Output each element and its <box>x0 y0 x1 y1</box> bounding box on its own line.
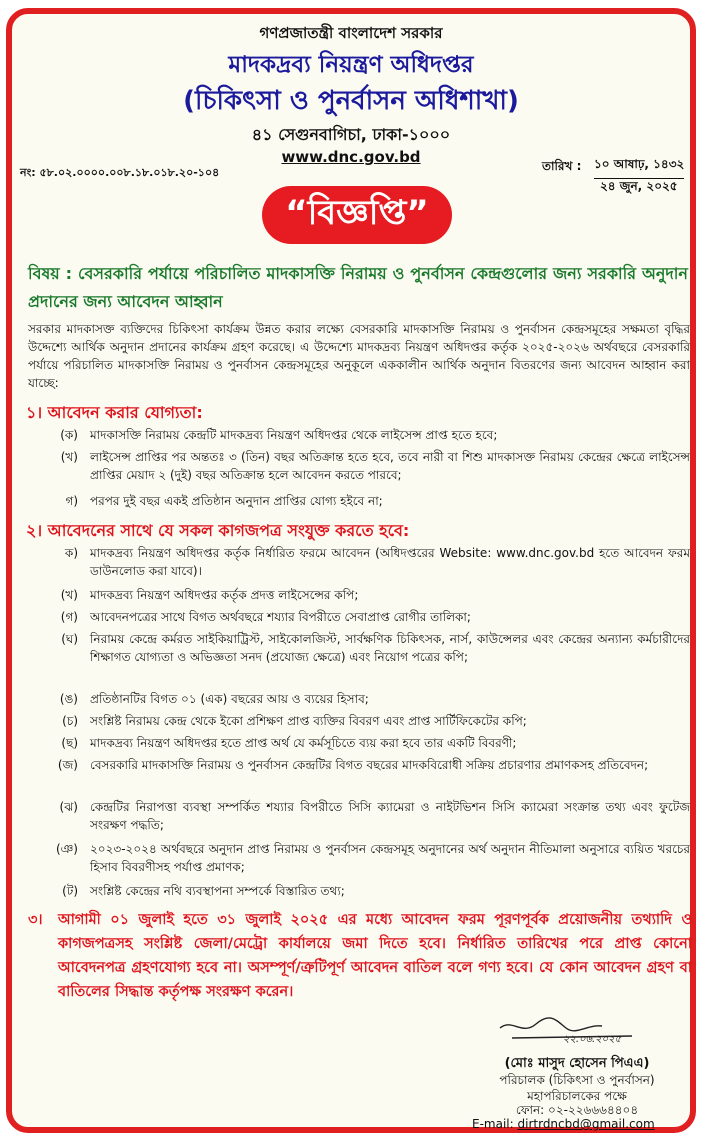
list-item <box>28 448 690 484</box>
item-mark: (গ) <box>60 610 78 624</box>
item-text: আবেদনপত্রের সাথে বিগত অর্থবছরে শয্যার বিপরীতে সেবাপ্রাপ্ত রোগীর তালিকা; <box>90 610 471 624</box>
item-text: নিরাময় কেন্দ্রে কর্মরত সাইকিয়াট্রিস্ট, সাইকোলজিস্ট, সার্বক্ষণিক চিকিৎসক, নার্স, কাউন্সেলর এবং কেন্দ্রের অন্যান্য কর্মচারীদের শিক্ষাগত যোগ্যতা ও অভিজ্ঞতা সনদ (প্রযোজ্য ক্ষেত্রে) এবং নিয়োগ পত্রের কপি; <box>90 632 690 664</box>
section3-text: আগামী ০১ জুলাই হতে ৩১ জুলাই ২০২৫ এর মধ্যে আবেদন ফরম পূরণপূর্বক প্রয়োজনীয় তথ্যাদি ও কাগজপত্রসহ সংশ্লিষ্ট জেলা/মেট্রো কার্যালয়ে জমা দিতে হবে। নির্ধারিত তারিখের পরে প্রাপ্ত কোনো আবেদনপত্র গ্রহণযোগ্য হবে না। অসম্পূর্ণ/ত্রুটিপূর্ণ আবেদন বাতিল বলে গণ্য হবে। যে কোন আবেদন গ্রহণ বা বাতিলের সিদ্ধান্ত কর্তৃপক্ষ সংরক্ষণ করেন। <box>58 912 692 1000</box>
date-english: ২৪ জুন, ২০২৫ <box>600 179 678 193</box>
item-mark: (ঝ) <box>59 800 78 814</box>
notice-title: “বিজ্ঞপ্তি” <box>285 192 429 233</box>
list-item <box>28 840 690 876</box>
list-item <box>28 712 690 730</box>
list-item <box>28 426 690 444</box>
item-text: পরপর দুই বছর একই প্রতিষ্ঠান অনুদান প্রাপ্তির যোগ্য হইবে না; <box>90 494 383 508</box>
item-text: মাদকদ্রব্য নিয়ন্ত্রণ অধিদপ্তর কর্তৃক নির্ধারিত ফরমে আবেদন (অধিদপ্তরের Website: www.dnc.gov.bd হতে আবেদন ফরম ডাউনলোড করা যাবে)। <box>90 546 690 578</box>
list-item <box>28 798 690 834</box>
item-mark: ক) <box>64 546 78 560</box>
section3-paragraph <box>28 908 692 1004</box>
item-text: সংশ্লিষ্ট নিরাময় কেন্দ্র থেকে ইকো প্রশিক্ষণ প্রাপ্ত ব্যক্তির বিবরণ এবং প্রাপ্ত সার্টিফিকেটের কপি; <box>90 714 527 728</box>
list-item <box>28 756 690 774</box>
item-mark: (খ) <box>60 450 78 464</box>
item-text: কেন্দ্রটির নিরাপত্তা ব্যবস্থা সম্পর্কিত শয্যার বিপরীতে সিসি ক্যামেরা ও নাইটভিশন সিসি ক্যামেরা সংক্রান্ত তথ্য এবং ফুটেজ সংরক্ষণ পদ্ধতি; <box>90 800 690 832</box>
office-address: ৪১ সেগুনবাগিচা, ঢাকা-১০০০ <box>251 125 451 144</box>
government-name: গণপ্রজাতন্ত্রী বাংলাদেশ সরকার <box>259 24 443 42</box>
item-text: সংশ্লিষ্ট কেন্দ্রের নথি ব্যবস্থাপনা সম্পর্কে বিস্তারিত তথ্য; <box>90 884 345 898</box>
section1-title: ১। আবেদন করার যোগ্যতা: <box>26 403 203 422</box>
wing-name: (চিকিৎসা ও পুনর্বাসন অধিশাখা) <box>183 86 519 116</box>
date-bangla: ১০ আষাঢ়, ১৪৩২ <box>594 156 684 179</box>
item-text: মাদকদ্রব্য নিয়ন্ত্রণ অধিদপ্তর হতে প্রাপ্ত অর্থ যে কর্মসূচিতে ব্যয় করা হবে তার একটি বিবরণী; <box>90 736 517 750</box>
list-item <box>28 882 690 900</box>
item-mark: (ছ) <box>61 736 78 750</box>
item-mark: (খ) <box>60 588 78 602</box>
notice-frame <box>6 8 696 1133</box>
list-item <box>28 734 690 752</box>
intro-paragraph: সরকার মাদকাসক্ত ব্যক্তিদের চিকিৎসা কার্যক্রম উন্নত করার লক্ষ্যে বেসরকারি মাদকাসক্তি নিরাময় ও পুনর্বাসন কেন্দ্রসমূহের সক্ষমতা বৃদ্ধির উদ্দেশ্যে আর্থিক অনুদান প্রদানের কার্যক্রম গ্রহণ করেছে। এ উদ্দেশ্যে মাদকদ্রব্য নিয়ন্ত্রণ অধিদপ্তর কর্তৃক ২০২৫-২০২৬ অর্থবছরে বেসরকারি পর্যায়ে পরিচালিত মাদকাসক্তি নিরাময় ও পুনর্বাসন কেন্দ্রসমূহের অনুকূলে এককালীন আর্থিক অনুদান বিতরণের জন্য আবেদন আহ্বান করা যাচ্ছে: <box>28 322 690 390</box>
item-mark: (ক) <box>60 428 78 442</box>
section3-mark: ৩। <box>28 912 43 928</box>
item-text: লাইসেন্স প্রাপ্তির পর অন্ততঃ ৩ (তিন) বছর অতিক্রান্ত হতে হবে, তবে নারী বা শিশু মাদকাসক্ত নিরাময় কেন্দ্রের ক্ষেত্রে লাইসেন্স প্রাপ্তির মেয়াদ ২ (দুই) বছর অতিক্রান্ত হলে আবেদন করতে পারবে; <box>90 450 690 482</box>
section2-title: ২। আবেদনের সাথে যে সকল কাগজপত্র সংযুক্ত করতে হবে: <box>26 521 410 540</box>
list-item <box>28 630 690 666</box>
item-mark: গ) <box>65 494 78 508</box>
item-mark: (জ) <box>57 758 78 772</box>
signer-email-line <box>472 1117 655 1131</box>
item-text: প্রতিষ্ঠানটির বিগত ০১ (এক) বছরের আয় ও ব্যয়ের হিসাব; <box>90 692 369 706</box>
memo-number: নং: ৫৮.০২.০০০০.০০৮.১৮.০১৮.২০-১০৪ <box>20 166 220 179</box>
list-item <box>28 608 690 626</box>
item-mark: (ঙ) <box>59 692 78 706</box>
email-label: E-mail: <box>472 1117 514 1131</box>
signature-date: ২২.০৬.২০২৫ <box>562 1034 622 1045</box>
item-text: মাদকদ্রব্য নিয়ন্ত্রণ অধিদপ্তর কর্তৃক প্রদত্ত লাইসেন্সের কপি; <box>90 588 359 602</box>
department-name: মাদকদ্রব্য নিয়ন্ত্রণ অধিদপ্তর <box>228 52 474 78</box>
item-text: ২০২৩-২০২৪ অর্থবছরে অনুদান প্রাপ্ত নিরাময় ও পুনর্বাসন কেন্দ্রসমূহ অনুদানের অর্থ অনুদান নীতিমালা অনুসারে ব্যয়িত খরচের হিসাব বিবরণীসহ পর্যাপ্ত প্রমাণক; <box>90 842 690 874</box>
email-link[interactable]: dirtrdncbd@gmail.com <box>517 1117 655 1131</box>
notice-title-badge <box>262 186 452 244</box>
item-mark: (ঘ) <box>61 632 78 646</box>
signer-name: (মোঃ মাসুদ হোসেন পিএএ) <box>504 1056 650 1071</box>
item-text: মাদকাসক্তি নিরাময় কেন্দ্রটি মাদকদ্রব্য নিয়ন্ত্রণ অধিদপ্তর থেকে লাইসেন্স প্রাপ্ত হতে হবে; <box>90 428 498 442</box>
list-item <box>28 690 690 708</box>
subject-line: বিষয় : বেসরকারি পর্যায়ে পরিচালিত মাদকাসক্তি নিরাময় ও পুনর্বাসন কেন্দ্রগুলোর জন্য সরকারি অনুদান প্রদানের জন্য আবেদন আহ্বান <box>28 264 688 311</box>
date-label: তারিখ : <box>542 159 582 173</box>
signer-behalf: মহাপরিচালকের পক্ষে <box>527 1089 627 1103</box>
item-text: বেসরকারি মাদকাসক্তি নিরাময় ও পুনর্বাসন কেন্দ্রটির বিগত বছরের মাদকবিরোধী সক্রিয় প্রচারণার প্রমাণকসহ প্রতিবেদন; <box>90 758 649 772</box>
list-item <box>28 492 690 510</box>
signer-designation: পরিচালক (চিকিৎসা ও পুনর্বাসন) <box>499 1073 655 1087</box>
item-mark: (চ) <box>62 714 78 728</box>
website-link[interactable]: www.dnc.gov.bd <box>281 148 421 166</box>
signer-phone: ফোন: ০২-২২৬৬৬৪৪০৪ <box>515 1103 639 1117</box>
item-mark: (ঞ) <box>55 842 78 856</box>
list-item <box>28 586 690 604</box>
list-item <box>28 544 690 580</box>
item-mark: (ট) <box>62 884 78 898</box>
